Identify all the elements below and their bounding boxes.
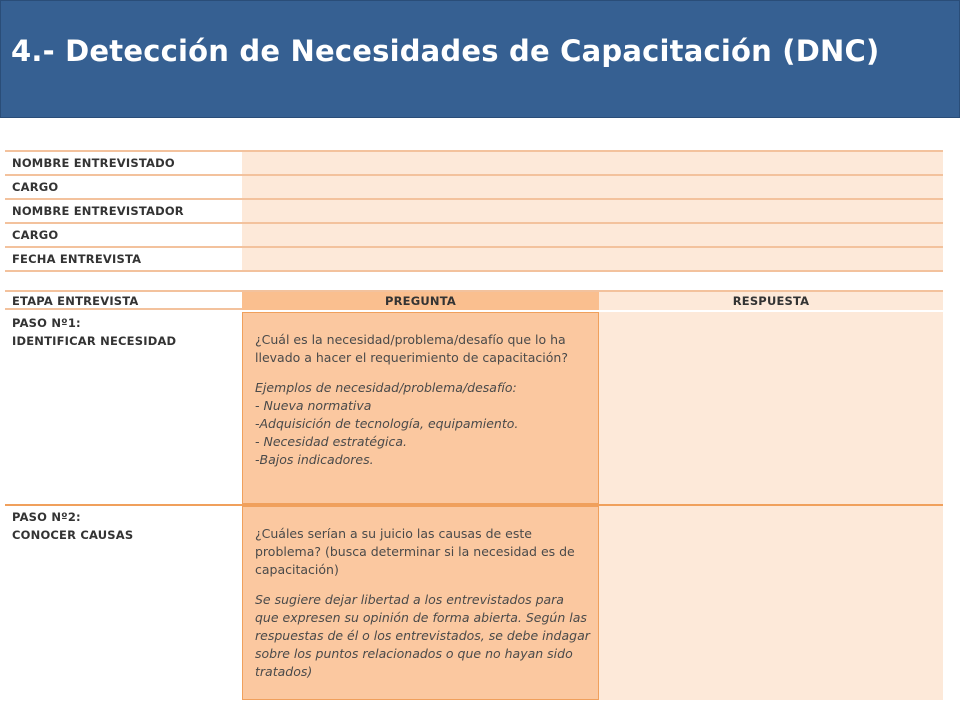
fecha-entrevista-field[interactable] bbox=[242, 248, 943, 270]
field-label: NOMBRE ENTREVISTADO bbox=[12, 156, 175, 170]
step-label: PASO Nº2: bbox=[12, 510, 81, 524]
question-examples bbox=[255, 379, 590, 469]
table-header-row bbox=[5, 290, 943, 310]
info-row-nombre-entrevistado bbox=[5, 150, 943, 174]
column-header-etapa: ETAPA ENTREVISTA bbox=[12, 294, 139, 308]
example-item: -Bajos indicadores. bbox=[255, 452, 374, 467]
question-notes bbox=[255, 591, 590, 681]
example-item: -Adquisición de tecnología, equipamiento. bbox=[255, 416, 519, 431]
note-text: Se sugiere dejar libertad a los entrevistados para que expresen su opinión de forma abierta. Según las respuestas de él o los entrevistados, se debe indagar sobre los puntos relacionados o que no hayan sido tratados) bbox=[255, 592, 590, 679]
answer-field[interactable] bbox=[599, 312, 943, 504]
slide-header bbox=[0, 0, 960, 118]
step-name: IDENTIFICAR NECESIDAD bbox=[12, 334, 177, 348]
example-item: - Nueva normativa bbox=[255, 398, 372, 413]
question-text: ¿Cuáles serían a su juicio las causas de este problema? (busca determinar si la necesidad es de capacitación) bbox=[255, 526, 575, 577]
field-label: FECHA ENTREVISTA bbox=[12, 252, 142, 266]
nombre-entrevistador-field[interactable] bbox=[242, 200, 943, 222]
column-header-respuesta: RESPUESTA bbox=[599, 292, 943, 310]
question-cell bbox=[242, 506, 599, 700]
step-row-2 bbox=[5, 506, 943, 700]
examples-title: Ejemplos de necesidad/problema/desafío: bbox=[255, 380, 517, 395]
field-label: NOMBRE ENTREVISTADOR bbox=[12, 204, 184, 218]
field-label: CARGO bbox=[12, 228, 59, 242]
step-label: PASO Nº1: bbox=[12, 316, 81, 330]
step-stage bbox=[5, 312, 242, 350]
column-header-pregunta: PREGUNTA bbox=[242, 292, 599, 310]
question-text: ¿Cuál es la necesidad/problema/desafío que lo ha llevado a hacer el requerimiento de capacitación? bbox=[255, 332, 568, 365]
step-row-1 bbox=[5, 312, 943, 506]
example-item: - Necesidad estratégica. bbox=[255, 434, 407, 449]
info-row-fecha-entrevista bbox=[5, 246, 943, 272]
answer-field[interactable] bbox=[599, 506, 943, 700]
step-name: CONOCER CAUSAS bbox=[12, 528, 134, 542]
cargo-entrevistado-field[interactable] bbox=[242, 176, 943, 198]
field-label: CARGO bbox=[12, 180, 59, 194]
slide-title: 4.- Detección de Necesidades de Capacitación (DNC) bbox=[11, 34, 880, 68]
info-row-cargo-entrevistado bbox=[5, 174, 943, 198]
cargo-entrevistador-field[interactable] bbox=[242, 224, 943, 246]
info-row-cargo-entrevistador bbox=[5, 222, 943, 246]
question-cell bbox=[242, 312, 599, 504]
nombre-entrevistado-field[interactable] bbox=[242, 152, 943, 174]
step-stage bbox=[5, 506, 242, 544]
info-row-nombre-entrevistador bbox=[5, 198, 943, 222]
